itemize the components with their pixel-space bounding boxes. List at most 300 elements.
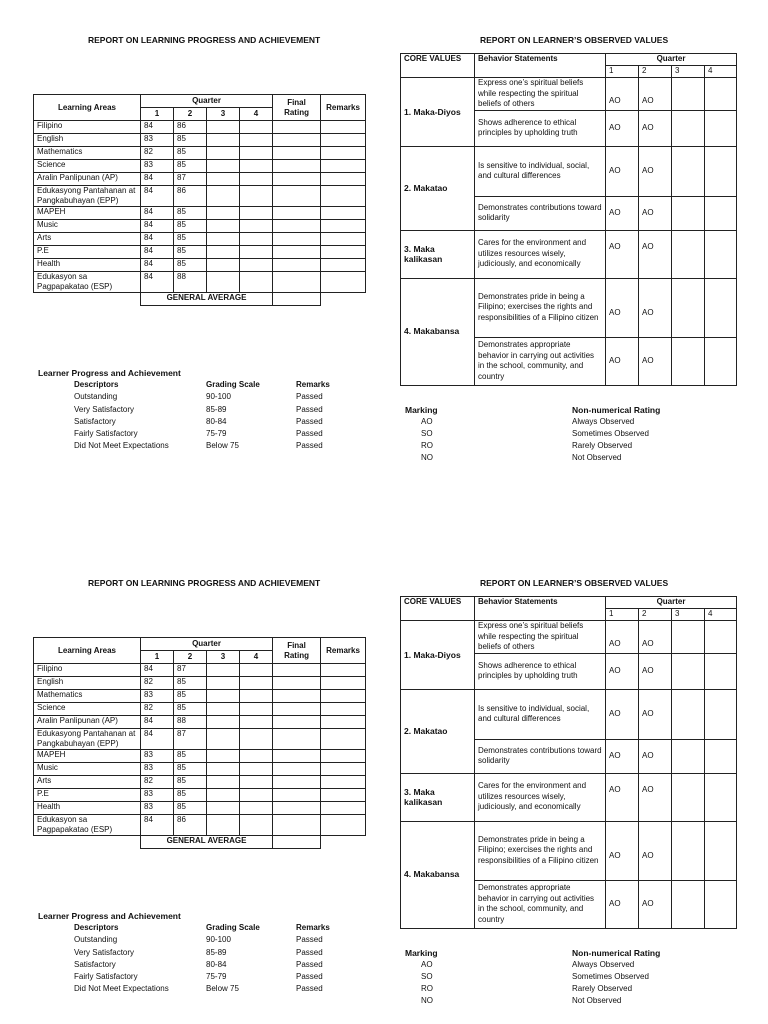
legend-rows [38, 391, 368, 452]
grade-q1: 83 [141, 690, 174, 703]
mark-q3 [672, 821, 705, 880]
final-rating [273, 220, 321, 233]
legend-indent [38, 440, 74, 452]
table-row [34, 815, 366, 836]
legend-remarks: Passed [296, 947, 323, 957]
general-average-value [273, 293, 321, 306]
mark-q3 [672, 78, 705, 111]
final-rating [273, 776, 321, 789]
remarks [321, 729, 366, 750]
grade-q4 [240, 173, 273, 186]
marking-header-rating: Non-numerical Rating [572, 405, 661, 415]
header-q3: 3 [207, 651, 240, 664]
remarks [321, 776, 366, 789]
subject-name: Mathematics [34, 147, 141, 160]
header-final-rating: Final Rating [273, 95, 321, 121]
remarks [321, 173, 366, 186]
table-row [34, 160, 366, 173]
marking-row [405, 995, 735, 1007]
subject-name: Health [34, 259, 141, 272]
legend-remarks: Passed [296, 984, 323, 994]
mark-q3 [672, 110, 705, 146]
final-rating [273, 815, 321, 836]
marking-header [405, 947, 735, 959]
final-rating [273, 789, 321, 802]
legend-header-descriptors: Descriptors [74, 923, 119, 932]
marking-row [405, 428, 735, 440]
grade-q1: 84 [141, 259, 174, 272]
mark-q4 [705, 739, 737, 773]
legend-scale: 75-79 [206, 429, 227, 439]
grades-table [33, 94, 366, 306]
values-header-q4: 4 [705, 609, 737, 621]
header-remarks: Remarks [321, 95, 366, 121]
grade-q1: 83 [141, 750, 174, 763]
values-header-quarter: Quarter [606, 54, 737, 66]
general-average-spacer [34, 293, 141, 306]
grade-q4 [240, 763, 273, 776]
final-rating [273, 160, 321, 173]
grade-q1: 83 [141, 134, 174, 147]
table-row [34, 220, 366, 233]
mark-q1: AO [606, 110, 639, 146]
grade-q1: 84 [141, 246, 174, 259]
grade-q1: 83 [141, 789, 174, 802]
subject-name: Aralin Panlipunan (AP) [34, 173, 141, 186]
grade-q3 [207, 690, 240, 703]
mark-q3 [672, 230, 705, 278]
behavior-statement: Is sensitive to individual, social, and cultural differences [475, 689, 606, 739]
legend-descriptor: Satisfactory [74, 959, 116, 969]
mark-q1: AO [606, 739, 639, 773]
grade-q3 [207, 121, 240, 134]
legend-row [38, 934, 368, 946]
grade-q4 [240, 272, 273, 293]
mark-q3 [672, 880, 705, 928]
core-maka-diyos: 1. Maka-Diyos [401, 621, 475, 690]
grade-q4 [240, 690, 273, 703]
remarks [321, 716, 366, 729]
table-row [34, 703, 366, 716]
general-average-label: GENERAL AVERAGE [141, 836, 273, 849]
grade-q3 [207, 147, 240, 160]
marking-row [405, 416, 735, 428]
table-row [34, 246, 366, 259]
legend-descriptor: Outstanding [74, 935, 118, 945]
final-rating [273, 233, 321, 246]
marking-row [405, 452, 735, 464]
grade-q4 [240, 729, 273, 750]
table-row [34, 729, 366, 750]
general-average-spacer [34, 836, 141, 849]
subject-name: Edukasyong Pantahanan at Pangkabuhayan (EPP) [34, 186, 141, 207]
remarks [321, 763, 366, 776]
grade-q3 [207, 703, 240, 716]
legend-header-descriptors: Descriptors [74, 380, 119, 389]
core-makabansa: 4. Makabansa [401, 821, 475, 928]
legend-remarks: Passed [296, 972, 323, 982]
legend-title: Learner Progress and Achievement [38, 368, 181, 378]
final-rating [273, 690, 321, 703]
legend-row [38, 404, 368, 416]
grade-q2: 85 [174, 160, 207, 173]
mark-q4 [705, 230, 737, 278]
subject-name: Edukasyong Pantahanan at Pangkabuhayan (EPP) [34, 729, 141, 750]
header-quarter: Quarter [141, 638, 273, 651]
legend-scale: Below 75 [206, 441, 239, 451]
values-header-q3: 3 [672, 66, 705, 78]
mark-q2: AO [639, 110, 672, 146]
legend-remarks: Passed [296, 392, 323, 402]
mark-q3 [672, 196, 705, 230]
legend-row [38, 959, 368, 971]
mark-q3 [672, 278, 705, 337]
legend-indent [38, 959, 74, 971]
grade-q3 [207, 207, 240, 220]
grade-q1: 84 [141, 173, 174, 186]
behavior-statement: Demonstrates contributions toward solidarity [475, 196, 606, 230]
grade-q1: 84 [141, 233, 174, 246]
legend-remarks: Passed [296, 416, 323, 426]
grade-q4 [240, 186, 273, 207]
header-learning-areas: Learning Areas [34, 95, 141, 121]
values-header-q2: 2 [639, 66, 672, 78]
final-rating [273, 173, 321, 186]
marking-header-code: Marking [405, 948, 438, 958]
remarks [321, 802, 366, 815]
table-row [34, 186, 366, 207]
grade-q4 [240, 207, 273, 220]
legend-remarks: Passed [296, 935, 323, 945]
grade-q3 [207, 134, 240, 147]
remarks [321, 259, 366, 272]
mark-q1: AO [606, 689, 639, 739]
values-report-title: REPORT ON LEARNER’S OBSERVED VALUES [480, 578, 669, 588]
marking-legend [405, 404, 735, 464]
grade-q2: 85 [174, 802, 207, 815]
grade-q3 [207, 716, 240, 729]
grade-q1: 82 [141, 776, 174, 789]
grade-q3 [207, 186, 240, 207]
legend-indent [38, 934, 74, 946]
grade-q2: 85 [174, 233, 207, 246]
legend-row [38, 983, 368, 995]
mark-q4 [705, 337, 737, 385]
marking-rating: Not Observed [572, 996, 622, 1005]
header-q4: 4 [240, 651, 273, 664]
behavior-statement: Demonstrates pride in being a Filipino; exercises the rights and responsibilities of a Filipino citizen [475, 278, 606, 337]
remarks [321, 134, 366, 147]
table-row [34, 750, 366, 763]
grade-q4 [240, 716, 273, 729]
legend-descriptor: Very Satisfactory [74, 947, 135, 957]
grade-q2: 88 [174, 272, 207, 293]
mark-q2: AO [639, 146, 672, 196]
grade-q1: 83 [141, 763, 174, 776]
grade-q3 [207, 789, 240, 802]
grade-q2: 86 [174, 186, 207, 207]
remarks [321, 664, 366, 677]
behavior-statement: Shows adherence to ethical principles by upholding truth [475, 110, 606, 146]
subject-name: English [34, 134, 141, 147]
subject-name: Arts [34, 776, 141, 789]
grade-q4 [240, 664, 273, 677]
remarks [321, 789, 366, 802]
marking-code: NO [421, 996, 433, 1005]
legend-indent [38, 971, 74, 983]
final-rating [273, 664, 321, 677]
remarks [321, 207, 366, 220]
grade-q2: 86 [174, 121, 207, 134]
legend-header [38, 379, 368, 391]
legend-scale: Below 75 [206, 984, 239, 994]
subject-name: Arts [34, 233, 141, 246]
legend-indent [38, 922, 74, 934]
observed-values-table [400, 596, 737, 929]
legend-row [38, 428, 368, 440]
grade-q1: 84 [141, 220, 174, 233]
mark-q4 [705, 621, 737, 654]
grade-q3 [207, 664, 240, 677]
grade-q3 [207, 233, 240, 246]
mark-q3 [672, 739, 705, 773]
grade-q4 [240, 147, 273, 160]
grade-q3 [207, 220, 240, 233]
legend-row [38, 391, 368, 403]
marking-code: RO [421, 441, 433, 450]
grade-q3 [207, 802, 240, 815]
behavior-statement: Is sensitive to individual, social, and cultural differences [475, 146, 606, 196]
mark-q2: AO [639, 689, 672, 739]
grade-q1: 84 [141, 272, 174, 293]
mark-q2: AO [639, 880, 672, 928]
mark-q1: AO [606, 146, 639, 196]
general-average-spacer-right [321, 836, 366, 849]
marking-code: SO [421, 429, 433, 438]
subject-name: Mathematics [34, 690, 141, 703]
grade-q3 [207, 815, 240, 836]
grade-q3 [207, 160, 240, 173]
final-rating [273, 147, 321, 160]
legend-scale: 75-79 [206, 972, 227, 982]
mark-q4 [705, 196, 737, 230]
behavior-statement: Demonstrates pride in being a Filipino; exercises the rights and responsibilities of a Filipino citizen [475, 821, 606, 880]
header-q2: 2 [174, 651, 207, 664]
mark-q2: AO [639, 196, 672, 230]
legend-indent [38, 947, 74, 959]
grade-q4 [240, 815, 273, 836]
core-maka-diyos: 1. Maka-Diyos [401, 78, 475, 147]
final-rating [273, 763, 321, 776]
final-rating [273, 750, 321, 763]
legend-indent [38, 404, 74, 416]
header-quarter: Quarter [141, 95, 273, 108]
legend-title: Learner Progress and Achievement [38, 911, 181, 921]
behavior-statement: Demonstrates contributions toward solidarity [475, 739, 606, 773]
table-row [34, 789, 366, 802]
marking-code: NO [421, 453, 433, 462]
subject-name: Health [34, 802, 141, 815]
grade-q3 [207, 677, 240, 690]
grade-q2: 85 [174, 147, 207, 160]
marking-rating: Sometimes Observed [572, 972, 649, 981]
grade-q3 [207, 259, 240, 272]
mark-q3 [672, 773, 705, 821]
subject-name: Music [34, 763, 141, 776]
grade-q4 [240, 259, 273, 272]
mark-q4 [705, 146, 737, 196]
grade-q3 [207, 763, 240, 776]
table-row [34, 134, 366, 147]
header-learning-areas: Learning Areas [34, 638, 141, 664]
table-row [34, 690, 366, 703]
grade-q3 [207, 776, 240, 789]
legend-header-remarks: Remarks [296, 380, 330, 389]
remarks [321, 750, 366, 763]
values-header-q2: 2 [639, 609, 672, 621]
subject-rows [34, 121, 366, 293]
marking-rating: Sometimes Observed [572, 429, 649, 438]
mark-q2: AO [639, 78, 672, 111]
remarks [321, 246, 366, 259]
behavior-statement: Express one’s spiritual beliefs while respecting the spiritual beliefs of others [475, 78, 606, 111]
mark-q2: AO [639, 337, 672, 385]
grade-q2: 85 [174, 703, 207, 716]
remarks [321, 815, 366, 836]
grade-q4 [240, 233, 273, 246]
general-average-value [273, 836, 321, 849]
legend-descriptor: Did Not Meet Expectations [74, 441, 169, 451]
progress-report-title: REPORT ON LEARNING PROGRESS AND ACHIEVEMENT [88, 35, 321, 45]
legend-rows [38, 934, 368, 995]
subject-name: English [34, 677, 141, 690]
legend-scale: 85-89 [206, 404, 227, 414]
marking-code: AO [421, 417, 433, 426]
mark-q3 [672, 653, 705, 689]
mark-q4 [705, 821, 737, 880]
subject-name: P.E [34, 246, 141, 259]
behavior-statement: Express one’s spiritual beliefs while respecting the spiritual beliefs of others [475, 621, 606, 654]
mark-q1: AO [606, 78, 639, 111]
mark-q4 [705, 689, 737, 739]
legend-descriptor: Very Satisfactory [74, 404, 135, 414]
remarks [321, 160, 366, 173]
marking-rating: Not Observed [572, 453, 622, 462]
grade-q2: 87 [174, 664, 207, 677]
general-average-label: GENERAL AVERAGE [141, 293, 273, 306]
grade-q2: 85 [174, 763, 207, 776]
final-rating [273, 729, 321, 750]
legend-descriptor: Fairly Satisfactory [74, 972, 138, 982]
grade-q4 [240, 776, 273, 789]
legend-header-scale: Grading Scale [206, 923, 260, 932]
subject-name: MAPEH [34, 207, 141, 220]
subject-name: Filipino [34, 664, 141, 677]
behavior-statement: Demonstrates appropriate behavior in carrying out activities in the school, community, and country [475, 337, 606, 385]
progress-legend [38, 910, 368, 996]
mark-q2: AO [639, 621, 672, 654]
legend-row [38, 971, 368, 983]
progress-legend [38, 367, 368, 453]
values-header-q4: 4 [705, 66, 737, 78]
remarks [321, 147, 366, 160]
header-core-values: CORE VALUES [401, 54, 475, 78]
remarks [321, 690, 366, 703]
mark-q1: AO [606, 621, 639, 654]
grade-q2: 85 [174, 750, 207, 763]
grade-q3 [207, 750, 240, 763]
grade-q4 [240, 789, 273, 802]
legend-indent [38, 428, 74, 440]
grade-q4 [240, 703, 273, 716]
final-rating [273, 703, 321, 716]
core-makatao: 2. Makatao [401, 689, 475, 773]
subject-name: Science [34, 160, 141, 173]
table-row [34, 716, 366, 729]
grade-q1: 84 [141, 815, 174, 836]
legend-remarks: Passed [296, 959, 323, 969]
values-header-quarter: Quarter [606, 597, 737, 609]
header-q1: 1 [141, 651, 174, 664]
header-behavior-statements: Behavior Statements [475, 597, 606, 621]
grade-q1: 82 [141, 703, 174, 716]
final-rating [273, 207, 321, 220]
grade-q4 [240, 121, 273, 134]
grade-q2: 86 [174, 815, 207, 836]
mark-q1: AO [606, 278, 639, 337]
behavior-statement: Cares for the environment and utilizes resources wisely, judiciously, and economically [475, 230, 606, 278]
mark-q1: AO [606, 880, 639, 928]
marking-rating: Rarely Observed [572, 441, 633, 450]
grade-q2: 85 [174, 677, 207, 690]
final-rating [273, 272, 321, 293]
header-behavior-statements: Behavior Statements [475, 54, 606, 78]
mark-q1: AO [606, 653, 639, 689]
mark-q1: AO [606, 230, 639, 278]
marking-header [405, 404, 735, 416]
mark-q3 [672, 621, 705, 654]
legend-descriptor: Outstanding [74, 392, 118, 402]
subject-name: Filipino [34, 121, 141, 134]
core-makakalikasan: 3. Maka kalikasan [401, 773, 475, 821]
grade-q2: 85 [174, 690, 207, 703]
mark-q4 [705, 110, 737, 146]
header-q4: 4 [240, 108, 273, 121]
subject-name: P.E [34, 789, 141, 802]
legend-header-remarks: Remarks [296, 923, 330, 932]
grade-q3 [207, 246, 240, 259]
table-row [34, 677, 366, 690]
behavior-statement: Demonstrates appropriate behavior in carrying out activities in the school, community, and country [475, 880, 606, 928]
grade-q3 [207, 272, 240, 293]
grade-q4 [240, 220, 273, 233]
header-core-values: CORE VALUES [401, 597, 475, 621]
header-remarks: Remarks [321, 638, 366, 664]
table-row [34, 272, 366, 293]
table-row [34, 147, 366, 160]
legend-scale: 80-84 [206, 416, 227, 426]
legend-descriptor: Did Not Meet Expectations [74, 984, 169, 994]
grade-q1: 84 [141, 729, 174, 750]
mark-q2: AO [639, 230, 672, 278]
observed-values-table [400, 53, 737, 386]
final-rating [273, 186, 321, 207]
header-q1: 1 [141, 108, 174, 121]
remarks [321, 703, 366, 716]
marking-legend [405, 947, 735, 1007]
values-header-q1: 1 [606, 609, 639, 621]
marking-row [405, 971, 735, 983]
